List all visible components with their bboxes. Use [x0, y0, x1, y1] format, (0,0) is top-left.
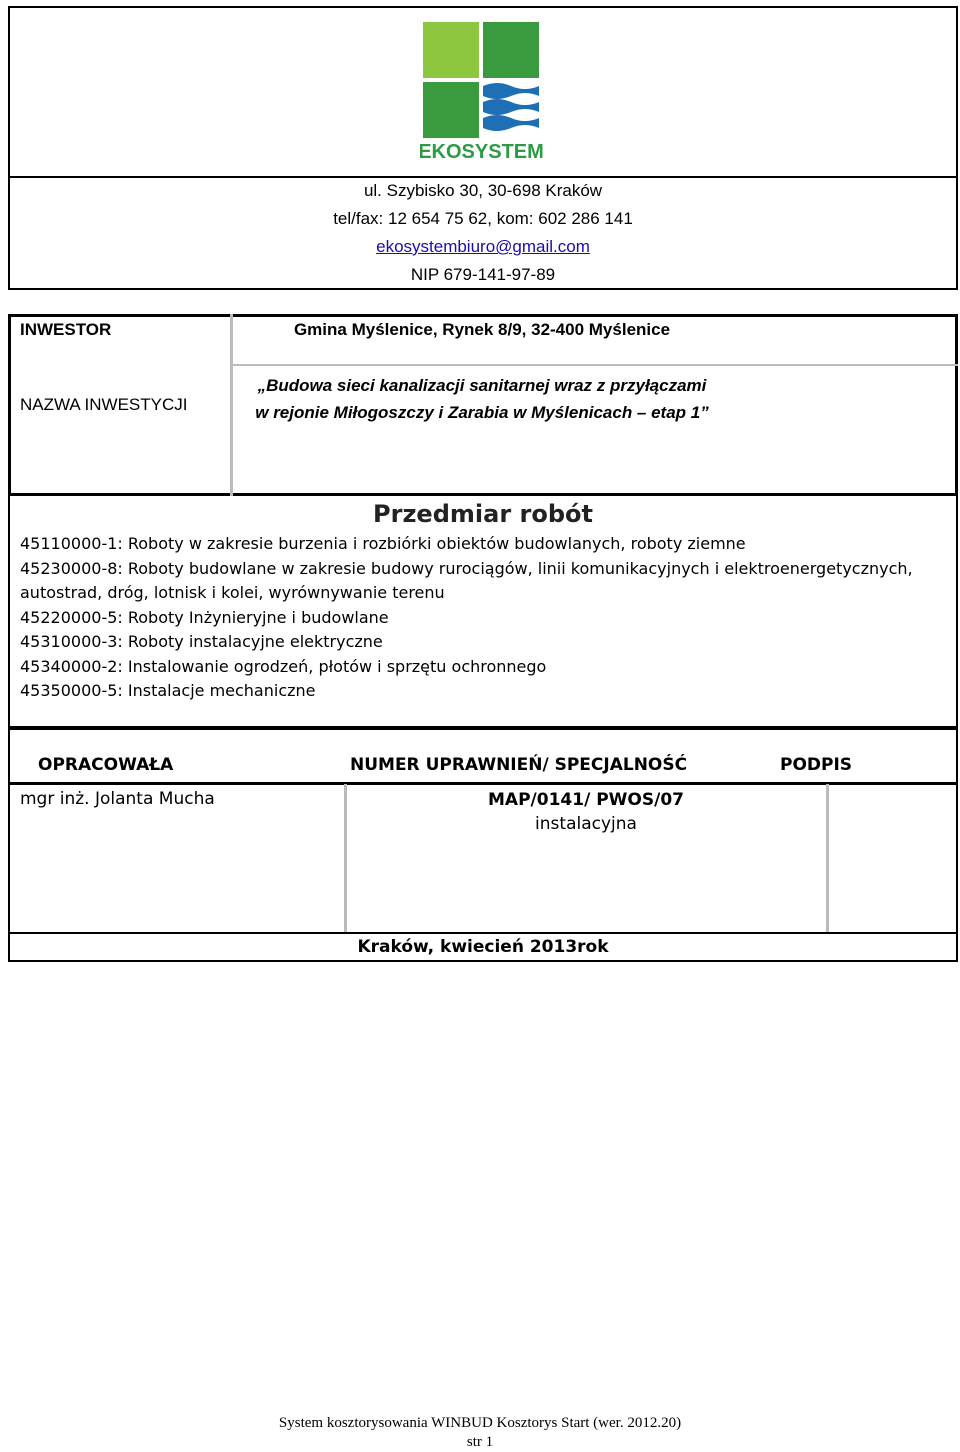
- company-logo: [420, 20, 544, 162]
- investment-label: NAZWA INWESTYCJI: [20, 395, 188, 414]
- signature-header-divider: [8, 782, 958, 785]
- col-header-signature: PODPIS: [780, 755, 853, 775]
- place-date: Kraków, kwiecień 2013rok: [357, 937, 609, 957]
- cpv-item: autostrad, dróg, lotnisk i kolei, wyrównywanie terenu: [20, 583, 445, 602]
- logo-text: EKOSYSTEM: [420, 141, 544, 162]
- col-header-license: NUMER UPRAWNIEŃ/ SPECJALNOŚĆ: [350, 755, 688, 775]
- company-phone: tel/fax: 12 654 75 62, kom: 602 286 141: [333, 209, 633, 228]
- document-title: Przedmiar robót: [373, 500, 593, 528]
- footer-page-number: str 1: [466, 1434, 494, 1450]
- investment-name: [232, 372, 732, 426]
- cpv-item: 45230000-8: Roboty budowlane w zakresie budowy rurociągów, linii komunikacyjnych i elektroenergetycznych,: [20, 558, 913, 578]
- license-specialty: instalacyjna: [535, 814, 637, 834]
- footer-software: System kosztorysowania WINBUD Kosztorys Start (wer. 2012.20): [278, 1415, 682, 1431]
- cpv-item: 45340000-2: Instalowanie ogrodzeń, płotów i sprzętu ochronnego: [20, 656, 547, 676]
- company-address: ul. Szybisko 30, 30-698 Kraków: [363, 181, 603, 200]
- author-name: mgr inż. Jolanta Mucha: [20, 789, 215, 809]
- company-nip: NIP 679-141-97-89: [410, 265, 556, 284]
- cpv-item: 45310000-3: Roboty instalacyjne elektryczne: [20, 632, 383, 651]
- investor-label: INWESTOR: [20, 320, 112, 339]
- investment-name-line1: „Budowa sieci kanalizacji sanitarnej wraz z przyłączami: [257, 376, 707, 395]
- page-footer: [0, 1414, 960, 1452]
- cpv-item: 45110000-1: Roboty w zakresie burzenia i rozbiórki obiektów budowlanych, roboty ziemne: [20, 534, 746, 553]
- cpv-list: [20, 532, 950, 704]
- investment-name-line2: w rejonie Miłogoszczy i Zarabia w Myślenicach – etap 1”: [255, 403, 709, 422]
- investment-table-row-divider: [230, 364, 958, 366]
- col-header-author: OPRACOWAŁA: [38, 755, 174, 775]
- license-number: MAP/0141/ PWOS/07: [488, 790, 684, 810]
- license-cell: [346, 788, 826, 836]
- cpv-item: 45220000-5: Roboty Inżynieryjne i budowlane: [20, 607, 389, 627]
- cpv-item: 45350000-5: Instalacje mechaniczne: [20, 681, 316, 700]
- signature-col-divider-2: [826, 784, 829, 934]
- company-email-link[interactable]: ekosystembiuro@gmail.com: [376, 237, 590, 256]
- logo-graphic: [420, 20, 544, 162]
- investor-value: Gmina Myślenice, Rynek 8/9, 32-400 Myślenice: [293, 320, 671, 339]
